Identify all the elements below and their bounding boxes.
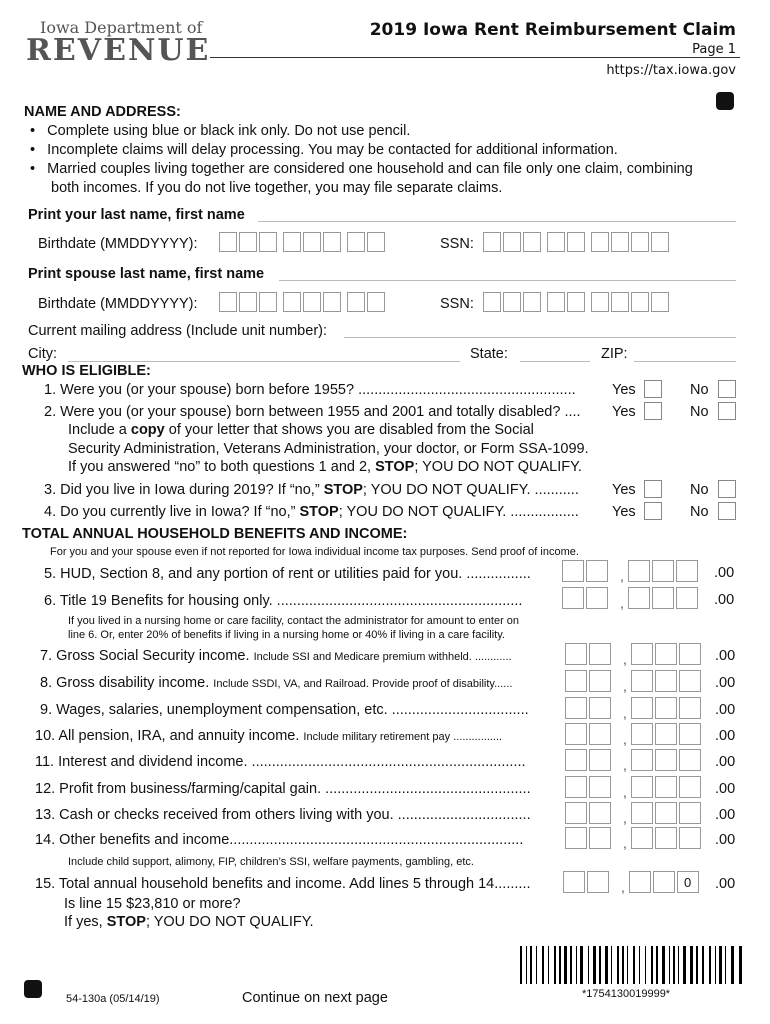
digit-box[interactable] <box>589 697 611 719</box>
page-number: Page 1 <box>692 42 736 57</box>
barcode-bar <box>580 946 583 984</box>
barcode-bar <box>659 946 661 984</box>
digit-box[interactable] <box>631 697 653 719</box>
cents-label: .00 <box>715 702 736 718</box>
digit-box[interactable] <box>565 827 587 849</box>
barcode-bar <box>554 946 556 984</box>
thousands-comma: , <box>623 651 627 667</box>
digit-box[interactable] <box>565 776 587 798</box>
barcode-bar <box>609 946 610 984</box>
eligible-heading: WHO IS ELIGIBLE: <box>22 363 151 379</box>
digit-box[interactable] <box>239 232 257 252</box>
barcode-bar <box>593 946 596 984</box>
barcode-bar <box>530 946 532 984</box>
barcode-bar <box>678 946 679 984</box>
amount-boxes-thousands[interactable] <box>562 560 608 582</box>
digit-box[interactable] <box>653 871 675 893</box>
digit-box[interactable] <box>565 723 587 745</box>
barcode-bar <box>654 946 655 984</box>
digit-box[interactable] <box>347 292 365 312</box>
digit-box[interactable] <box>611 292 629 312</box>
barcode-bar <box>533 946 535 984</box>
digit-box[interactable] <box>679 670 701 692</box>
digit-box[interactable] <box>483 232 501 252</box>
question-3: 3. Did you live in Iowa during 2019? If “no,” STOP; YOU DO NOT QUALIFY. ........... <box>44 482 579 498</box>
digit-box[interactable] <box>563 871 585 893</box>
digit-box[interactable] <box>628 587 650 609</box>
barcode-bar <box>662 946 665 984</box>
digit-box[interactable] <box>679 723 701 745</box>
barcode-bar <box>727 946 730 984</box>
line-11-label: 11. Interest and dividend income. .................................................................... <box>35 754 526 770</box>
amount-boxes-units[interactable] <box>628 560 698 582</box>
amount-boxes-thousands[interactable] <box>565 776 611 798</box>
form-id: 54-130a (05/14/19) <box>66 993 160 1005</box>
digit-box[interactable] <box>323 232 341 252</box>
spouse-name-field[interactable] <box>279 280 736 281</box>
line-5-label: 5. HUD, Section 8, and any portion of rent or utilities paid for you. ................ <box>44 566 531 582</box>
digit-box[interactable] <box>347 232 365 252</box>
income-heading: TOTAL ANNUAL HOUSEHOLD BENEFITS AND INCOME: <box>22 526 408 542</box>
amount-boxes-thousands[interactable] <box>565 670 611 692</box>
barcode-bar <box>605 946 608 984</box>
digit-box[interactable] <box>503 232 521 252</box>
name-address-heading: NAME AND ADDRESS: <box>24 104 181 120</box>
digit-box[interactable] <box>587 871 609 893</box>
barcode-bar <box>597 946 598 984</box>
digit-box[interactable] <box>303 232 321 252</box>
state-field[interactable] <box>520 361 590 362</box>
thousands-comma: , <box>623 678 627 694</box>
barcode-bar <box>690 946 693 984</box>
mailing-address-label: Current mailing address (Include unit number): <box>28 323 327 339</box>
digit-box[interactable] <box>219 232 237 252</box>
barcode-bar <box>622 946 624 984</box>
spouse-birthdate-field[interactable] <box>219 292 385 312</box>
digit-box[interactable] <box>589 776 611 798</box>
question-4: 4. Do you currently live in Iowa? If “no,” STOP; YOU DO NOT QUALIFY. ................. <box>44 504 579 520</box>
barcode-bar <box>564 946 567 984</box>
barcode-bar <box>602 946 604 984</box>
line-15-value: 0 <box>684 875 692 890</box>
digit-box[interactable] <box>679 749 701 771</box>
digit-box[interactable] <box>562 560 584 582</box>
digit-box[interactable] <box>677 871 699 893</box>
barcode-bar <box>620 946 621 984</box>
corner-mark-bottom <box>24 980 42 998</box>
cents-label: .00 <box>715 648 736 664</box>
q1-yes-checkbox[interactable] <box>644 380 662 398</box>
line-6-note-1: If you lived in a nursing home or care facility, contact the administrator for amount to enter on <box>68 615 520 627</box>
digit-box[interactable] <box>283 292 301 312</box>
agency-logo <box>26 18 210 68</box>
line-12-label: 12. Profit from business/farming/capital gain. ................................................... <box>35 781 531 797</box>
barcode-bar <box>636 946 638 984</box>
amount-boxes-thousands[interactable] <box>563 871 609 893</box>
barcode-bar <box>576 946 577 984</box>
digit-box[interactable] <box>591 292 609 312</box>
barcode-bar <box>548 946 549 984</box>
digit-box[interactable] <box>631 802 653 824</box>
digit-box[interactable] <box>523 232 541 252</box>
cents-label: .00 <box>715 754 736 770</box>
barcode-bar <box>739 946 742 984</box>
digit-box[interactable] <box>586 587 608 609</box>
q4-yes-checkbox[interactable] <box>644 502 662 520</box>
line-6-note-2: line 6. Or, enter 20% of benefits if living in a nursing home or 40% if living in a care facility. <box>68 629 505 641</box>
zip-label: ZIP: <box>601 346 628 362</box>
barcode-bar <box>723 946 724 984</box>
q3-yes-label: Yes <box>612 482 636 498</box>
digit-box[interactable] <box>631 643 653 665</box>
barcode-bar <box>568 946 569 984</box>
barcode-bar <box>613 946 616 984</box>
cents-label: .00 <box>715 876 736 892</box>
barcode-bar <box>671 946 672 984</box>
thousands-comma: , <box>623 731 627 747</box>
barcode-bar <box>641 946 644 984</box>
digit-box[interactable] <box>283 232 301 252</box>
digit-box[interactable] <box>655 776 677 798</box>
digit-box[interactable] <box>565 643 587 665</box>
barcode-bar <box>719 946 722 984</box>
digit-box[interactable] <box>652 560 674 582</box>
ssn-label: SSN: <box>440 236 474 252</box>
digit-box[interactable] <box>323 292 341 312</box>
line-14-note: Include child support, alimony, FIP, children’s SSI, welfare payments, gambling, etc. <box>68 856 474 868</box>
q3-yes-checkbox[interactable] <box>644 480 662 498</box>
spouse-name-label: Print spouse last name, first name <box>28 266 265 282</box>
digit-box[interactable] <box>679 643 701 665</box>
threshold-question: Is line 15 $23,810 or more? <box>64 896 241 912</box>
digit-box[interactable] <box>565 670 587 692</box>
line-9-label: 9. Wages, salaries, unemployment compensation, etc. .................................. <box>40 702 529 718</box>
barcode-bar <box>599 946 601 984</box>
digit-box[interactable] <box>586 560 608 582</box>
thousands-comma: , <box>620 568 624 584</box>
bullet-item-continued: both incomes. If you do not live together, you may file separate claims. <box>51 180 503 196</box>
cents-label: .00 <box>715 781 736 797</box>
digit-box[interactable] <box>655 827 677 849</box>
line-13-label: 13. Cash or checks received from others living with you. ................................. <box>35 807 531 823</box>
q2-detail-line2: Security Administration, Veterans Administration, your doctor, or Form SSA-1099. <box>68 441 589 457</box>
digit-box[interactable] <box>565 697 587 719</box>
digit-box[interactable] <box>367 292 385 312</box>
digit-box[interactable] <box>591 232 609 252</box>
thousands-comma: , <box>623 757 627 773</box>
barcode-bar <box>683 946 686 984</box>
amount-boxes-units[interactable] <box>631 749 701 771</box>
digit-box[interactable] <box>611 232 629 252</box>
digit-box[interactable] <box>547 292 565 312</box>
barcode-bar <box>588 946 589 984</box>
q4-yes-label: Yes <box>612 504 636 520</box>
q1-no-checkbox[interactable] <box>718 380 736 398</box>
spouse-ssn-label: SSN: <box>440 296 474 312</box>
digit-box[interactable] <box>631 776 653 798</box>
barcode-bar <box>731 946 734 984</box>
barcode-bar <box>625 946 626 984</box>
cents-label: .00 <box>714 565 735 581</box>
barcode-bar <box>699 946 701 984</box>
digit-box[interactable] <box>589 670 611 692</box>
city-field[interactable] <box>68 361 460 362</box>
bullet-item: • Married couples living together are considered one household and can file only one claim, combining <box>30 161 693 177</box>
digit-box[interactable] <box>589 749 611 771</box>
digit-box[interactable] <box>565 749 587 771</box>
barcode-bar <box>673 946 675 984</box>
q1-no-label: No <box>690 382 709 398</box>
threshold-stop: If yes, STOP; YOU DO NOT QUALIFY. <box>64 914 314 930</box>
line-15-label: 15. Total annual household benefits and income. Add lines 5 through 14......... <box>35 876 531 892</box>
q2-yes-label: Yes <box>612 404 636 420</box>
barcode-bar <box>562 946 563 984</box>
line-10-label: 10. All pension, IRA, and annuity income. Include military retirement pay ................ <box>35 728 503 744</box>
amount-boxes-thousands[interactable] <box>565 827 611 849</box>
barcode-bar <box>705 946 708 984</box>
cents-label: .00 <box>715 675 736 691</box>
barcode-bar <box>538 946 541 984</box>
corner-mark-top <box>716 92 734 110</box>
digit-box[interactable] <box>655 697 677 719</box>
header-rule <box>210 57 740 58</box>
digit-box[interactable] <box>589 723 611 745</box>
barcode-bar <box>520 946 522 984</box>
question-1: 1. Were you (or your spouse) born before 1955? ...................................................... <box>44 382 576 398</box>
zip-field[interactable] <box>634 361 736 362</box>
barcode <box>520 946 746 986</box>
barcode-bar <box>656 946 658 984</box>
barcode-bar <box>627 946 628 984</box>
barcode-bar <box>647 946 650 984</box>
amount-boxes-units[interactable] <box>631 802 701 824</box>
barcode-bar <box>590 946 592 984</box>
name-label: Print your last name, first name <box>28 207 245 223</box>
birthdate-label: Birthdate (MMDDYYYY): <box>38 236 198 252</box>
barcode-bar <box>573 946 575 984</box>
q4-no-label: No <box>690 504 709 520</box>
form-title: 2019 Iowa Rent Reimbursement Claim <box>369 20 736 40</box>
barcode-bar <box>611 946 612 984</box>
barcode-bar <box>702 946 704 984</box>
bullet-item: • Incomplete claims will delay processing. You may be contacted for additional information. <box>30 142 618 158</box>
line-7-label: 7. Gross Social Security income. Include SSI and Medicare premium withheld. ............ <box>40 648 512 664</box>
barcode-bar <box>694 946 695 984</box>
line-6-label: 6. Title 19 Benefits for housing only. ............................................................. <box>44 593 523 609</box>
amount-boxes-units[interactable] <box>631 697 701 719</box>
digit-box[interactable] <box>483 292 501 312</box>
q3-no-checkbox[interactable] <box>718 480 736 498</box>
digit-box[interactable] <box>631 232 649 252</box>
digit-box[interactable] <box>259 232 277 252</box>
digit-box[interactable] <box>655 643 677 665</box>
digit-box[interactable] <box>655 723 677 745</box>
q2-no-label: No <box>690 404 709 420</box>
barcode-bar <box>536 946 537 984</box>
amount-boxes-thousands[interactable] <box>565 802 611 824</box>
barcode-bar <box>559 946 561 984</box>
q2-detail-line3: If you answered “no” to both questions 1 and 2, STOP; YOU DO NOT QUALIFY. <box>68 459 582 475</box>
digit-box[interactable] <box>629 871 651 893</box>
thousands-comma: , <box>623 705 627 721</box>
barcode-bar <box>557 946 558 984</box>
digit-box[interactable] <box>651 232 669 252</box>
q2-detail-line1: Include a copy of your letter that shows you are disabled from the Social <box>68 422 534 438</box>
amount-boxes-units[interactable] <box>629 871 699 893</box>
income-subheading: For you and your spouse even if not reported for Iowa individual income tax purposes. Send proof of income. <box>50 546 579 558</box>
amount-boxes-units[interactable] <box>631 723 701 745</box>
digit-box[interactable] <box>367 232 385 252</box>
digit-box[interactable] <box>589 802 611 824</box>
digit-box[interactable] <box>589 827 611 849</box>
logo-line1: Iowa Department of <box>40 18 203 37</box>
digit-box[interactable] <box>679 697 701 719</box>
digit-box[interactable] <box>523 292 541 312</box>
digit-box[interactable] <box>631 292 649 312</box>
barcode-bar <box>709 946 711 984</box>
q2-yes-checkbox[interactable] <box>644 402 662 420</box>
mailing-address-field[interactable] <box>344 337 736 338</box>
barcode-bar <box>542 946 544 984</box>
q3-no-label: No <box>690 482 709 498</box>
cents-label: .00 <box>715 832 736 848</box>
amount-boxes-units[interactable] <box>628 587 698 609</box>
barcode-bar <box>523 946 525 984</box>
barcode-bar <box>639 946 640 984</box>
cents-label: .00 <box>714 592 735 608</box>
bullet-list <box>30 123 693 197</box>
continue-note: Continue on next page <box>242 990 388 1006</box>
amount-boxes-units[interactable] <box>631 643 701 665</box>
thousands-comma: , <box>623 784 627 800</box>
amount-boxes-thousands[interactable] <box>565 723 611 745</box>
barcode-bar <box>550 946 553 984</box>
digit-box[interactable] <box>547 232 565 252</box>
barcode-bar <box>715 946 716 984</box>
spouse-ssn-field[interactable] <box>483 292 669 312</box>
digit-box[interactable] <box>303 292 321 312</box>
spouse-birthdate-label: Birthdate (MMDDYYYY): <box>38 296 198 312</box>
city-label: City: <box>28 346 57 362</box>
q1-yes-label: Yes <box>612 382 636 398</box>
barcode-bar <box>687 946 689 984</box>
amount-boxes-thousands[interactable] <box>565 643 611 665</box>
thousands-comma: , <box>621 879 625 895</box>
q4-no-checkbox[interactable] <box>718 502 736 520</box>
digit-box[interactable] <box>655 802 677 824</box>
digit-box[interactable] <box>679 827 701 849</box>
bullet-item: • Complete using blue or black ink only. Do not use pencil. <box>30 123 411 139</box>
barcode-bar <box>584 946 587 984</box>
barcode-bar <box>545 946 547 984</box>
digit-box[interactable] <box>565 802 587 824</box>
digit-box[interactable] <box>676 560 698 582</box>
barcode-bar <box>680 946 682 984</box>
barcode-bar <box>717 946 718 984</box>
digit-box[interactable] <box>631 670 653 692</box>
digit-box[interactable] <box>655 670 677 692</box>
amount-boxes-units[interactable] <box>631 827 701 849</box>
barcode-bar <box>570 946 572 984</box>
amount-boxes-thousands[interactable] <box>565 697 611 719</box>
barcode-bar <box>676 946 677 984</box>
digit-box[interactable] <box>679 776 701 798</box>
barcode-bar <box>645 946 646 984</box>
thousands-comma: , <box>623 835 627 851</box>
digit-box[interactable] <box>567 232 585 252</box>
barcode-bar <box>666 946 668 984</box>
digit-box[interactable] <box>239 292 257 312</box>
barcode-bar <box>528 946 529 984</box>
digit-box[interactable] <box>589 643 611 665</box>
digit-box[interactable] <box>631 749 653 771</box>
digit-box[interactable] <box>651 292 669 312</box>
digit-box[interactable] <box>679 802 701 824</box>
barcode-bar <box>617 946 619 984</box>
amount-boxes-units[interactable] <box>631 670 701 692</box>
digit-box[interactable] <box>655 749 677 771</box>
digit-box[interactable] <box>503 292 521 312</box>
barcode-text: *1754130019999* <box>582 988 671 1000</box>
question-2: 2. Were you (or your spouse) born between 1955 and 2001 and totally disabled? .... <box>44 404 581 420</box>
line-14-label: 14. Other benefits and income......................................................................... <box>35 832 524 848</box>
name-field[interactable] <box>258 221 736 222</box>
barcode-bar <box>629 946 632 984</box>
barcode-bar <box>743 946 746 984</box>
digit-box[interactable] <box>567 292 585 312</box>
digit-box[interactable] <box>631 827 653 849</box>
amount-boxes-units[interactable] <box>631 776 701 798</box>
q2-no-checkbox[interactable] <box>718 402 736 420</box>
digit-box[interactable] <box>631 723 653 745</box>
barcode-bar <box>696 946 698 984</box>
thousands-comma: , <box>620 595 624 611</box>
ssn-field[interactable] <box>483 232 669 252</box>
birthdate-field[interactable] <box>219 232 385 252</box>
barcode-bar <box>651 946 653 984</box>
digit-box[interactable] <box>676 587 698 609</box>
logo-line2: REVENUE <box>26 33 211 68</box>
amount-boxes-thousands[interactable] <box>565 749 611 771</box>
amount-boxes-thousands[interactable] <box>562 587 608 609</box>
digit-box[interactable] <box>259 292 277 312</box>
digit-box[interactable] <box>652 587 674 609</box>
barcode-bar <box>578 946 579 984</box>
line-8-label: 8. Gross disability income. Include SSDI, VA, and Railroad. Provide proof of disability...... <box>40 675 513 691</box>
state-label: State: <box>470 346 508 362</box>
digit-box[interactable] <box>628 560 650 582</box>
digit-box[interactable] <box>219 292 237 312</box>
cents-label: .00 <box>715 728 736 744</box>
thousands-comma: , <box>623 810 627 826</box>
cents-label: .00 <box>715 807 736 823</box>
barcode-bar <box>633 946 635 984</box>
barcode-bar <box>526 946 527 984</box>
barcode-bar <box>735 946 738 984</box>
website-url: https://tax.iowa.gov <box>606 63 736 78</box>
digit-box[interactable] <box>562 587 584 609</box>
barcode-bar <box>725 946 726 984</box>
barcode-bar <box>669 946 670 984</box>
barcode-bar <box>712 946 714 984</box>
